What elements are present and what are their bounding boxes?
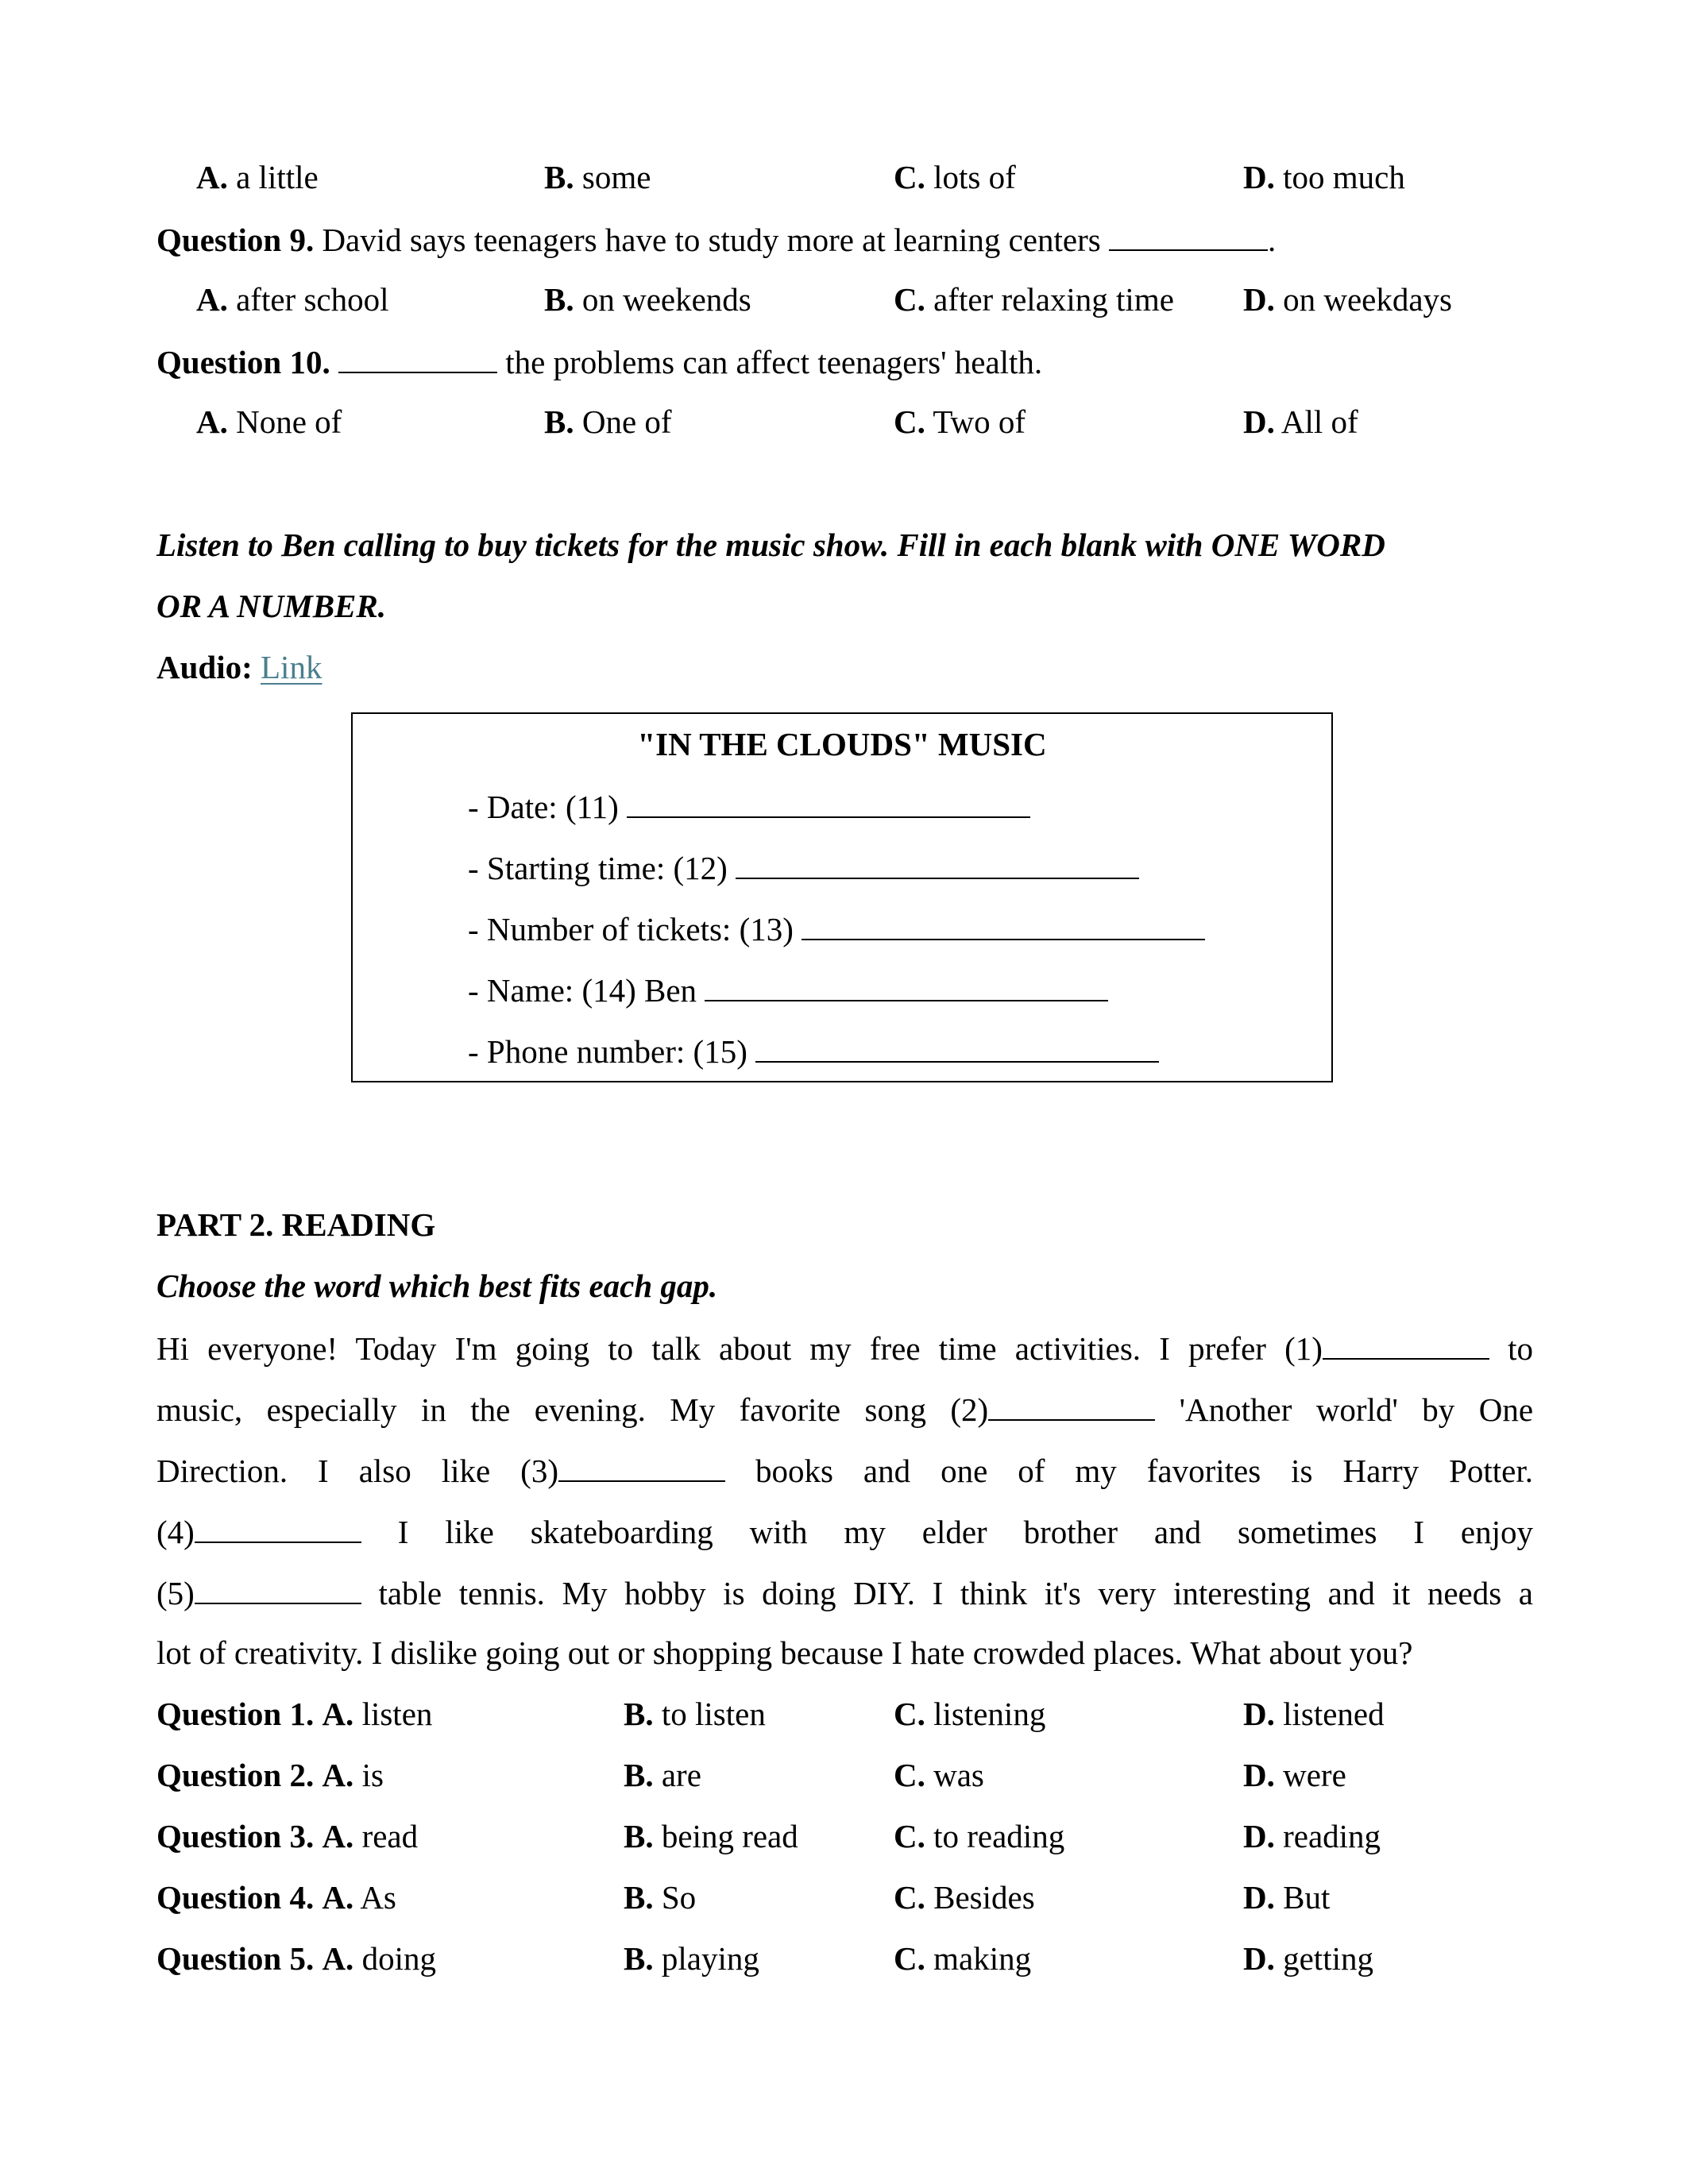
passage-line-2: music, especially in the evening. My favorite song (2) 'Another world' by One bbox=[156, 1384, 1533, 1432]
audio-row bbox=[156, 643, 322, 691]
question-9-blank bbox=[1109, 214, 1268, 251]
question-10 bbox=[156, 337, 1042, 384]
q8-options-row bbox=[156, 153, 1533, 201]
reading-question-2: Question 2. A. is B. are C. was D. were bbox=[156, 1757, 1346, 1793]
gap-1 bbox=[1323, 1323, 1489, 1360]
question-10-label: Question 10. bbox=[156, 344, 330, 380]
audio-link[interactable]: Link bbox=[261, 649, 323, 685]
q9-option-c: C. after relaxing time bbox=[894, 281, 1174, 318]
form-item-number-of-tickets bbox=[468, 904, 1205, 953]
question-10-text: the problems can affect teenagers' health. bbox=[505, 344, 1043, 380]
part-2-title: PART 2. READING bbox=[156, 1206, 436, 1243]
reading-instruction: Choose the word which best fits each gap. bbox=[156, 1268, 718, 1304]
q9-option-a: A. after school bbox=[196, 281, 389, 318]
reading-question-3: Question 3. A. read B. being read C. to reading D. reading bbox=[156, 1818, 1381, 1854]
q8-option-b: B. some bbox=[544, 159, 651, 195]
form-item-name bbox=[468, 965, 1108, 1014]
form-item-starting-time bbox=[468, 843, 1139, 892]
gap-2 bbox=[988, 1384, 1155, 1421]
q9-options-row bbox=[156, 276, 1533, 323]
gap-5 bbox=[195, 1568, 361, 1604]
listening-instruction-line2: OR A NUMBER. bbox=[156, 588, 386, 624]
question-9 bbox=[156, 214, 1276, 262]
reading-question-1: Question 1. A. listen B. to listen C. listening D. listened bbox=[156, 1696, 1385, 1732]
form-item-phone-number bbox=[468, 1026, 1159, 1075]
form-item-date bbox=[468, 781, 1030, 831]
q10-option-c: C. Two of bbox=[894, 403, 1026, 440]
passage-line-1: Hi everyone! Today I'm going to talk about my free time activities. I prefer (1) to bbox=[156, 1323, 1533, 1371]
blank-13 bbox=[802, 904, 1205, 940]
passage-line-3: Direction. I also like (3) books and one of my favorites is Harry Potter. bbox=[156, 1445, 1533, 1493]
q10-option-a: A. None of bbox=[196, 403, 342, 440]
question-9-period: . bbox=[1267, 222, 1277, 258]
box-title: "IN THE CLOUDS" MUSIC bbox=[637, 726, 1047, 762]
question-10-blank bbox=[338, 337, 497, 373]
form-item-name-label: - Name: (14) Ben bbox=[468, 972, 697, 1009]
form-item-phone-number-label: - Phone number: (15) bbox=[468, 1033, 747, 1070]
question-9-label: Question 9. bbox=[156, 222, 315, 258]
passage-line-4: (4) I like skateboarding with my elder brother and sometimes I enjoy bbox=[156, 1507, 1533, 1554]
question-9-text: David says teenagers have to study more at learning centers bbox=[322, 222, 1101, 258]
q10-option-d: D. All of bbox=[1243, 403, 1358, 440]
q8-option-c: C. lots of bbox=[894, 159, 1016, 195]
reading-question-4: Question 4. A. As B. So C. Besides D. But bbox=[156, 1879, 1331, 1916]
listening-instruction-line1: Listen to Ben calling to buy tickets for the music show. Fill in each blank with ONE WORD bbox=[156, 527, 1385, 563]
reading-question-5: Question 5. A. doing B. playing C. making D. getting bbox=[156, 1940, 1373, 1977]
blank-12 bbox=[736, 843, 1139, 879]
music-show-form-box bbox=[351, 712, 1333, 1082]
form-item-starting-time-label: - Starting time: (12) bbox=[468, 850, 728, 886]
blank-15 bbox=[755, 1026, 1159, 1063]
passage-line-5: (5) table tennis. My hobby is doing DIY. I think it's very interesting and it needs a bbox=[156, 1568, 1533, 1615]
blank-11 bbox=[627, 781, 1030, 818]
gap-3 bbox=[558, 1445, 725, 1482]
q8-option-d: D. too much bbox=[1243, 159, 1405, 195]
audio-label: Audio: bbox=[156, 649, 253, 685]
blank-14 bbox=[705, 965, 1108, 1001]
q10-options-row bbox=[156, 398, 1533, 446]
gap-4 bbox=[195, 1507, 361, 1543]
passage-line-6: lot of creativity. I dislike going out or shopping because I hate crowded places. What about you? bbox=[156, 1634, 1413, 1671]
form-item-date-label: - Date: (11) bbox=[468, 789, 619, 825]
q9-option-b: B. on weekends bbox=[544, 281, 751, 318]
q9-option-d: D. on weekdays bbox=[1243, 281, 1453, 318]
q8-option-a: A. a little bbox=[196, 159, 319, 195]
q10-option-b: B. One of bbox=[544, 403, 672, 440]
form-item-number-of-tickets-label: - Number of tickets: (13) bbox=[468, 911, 794, 947]
